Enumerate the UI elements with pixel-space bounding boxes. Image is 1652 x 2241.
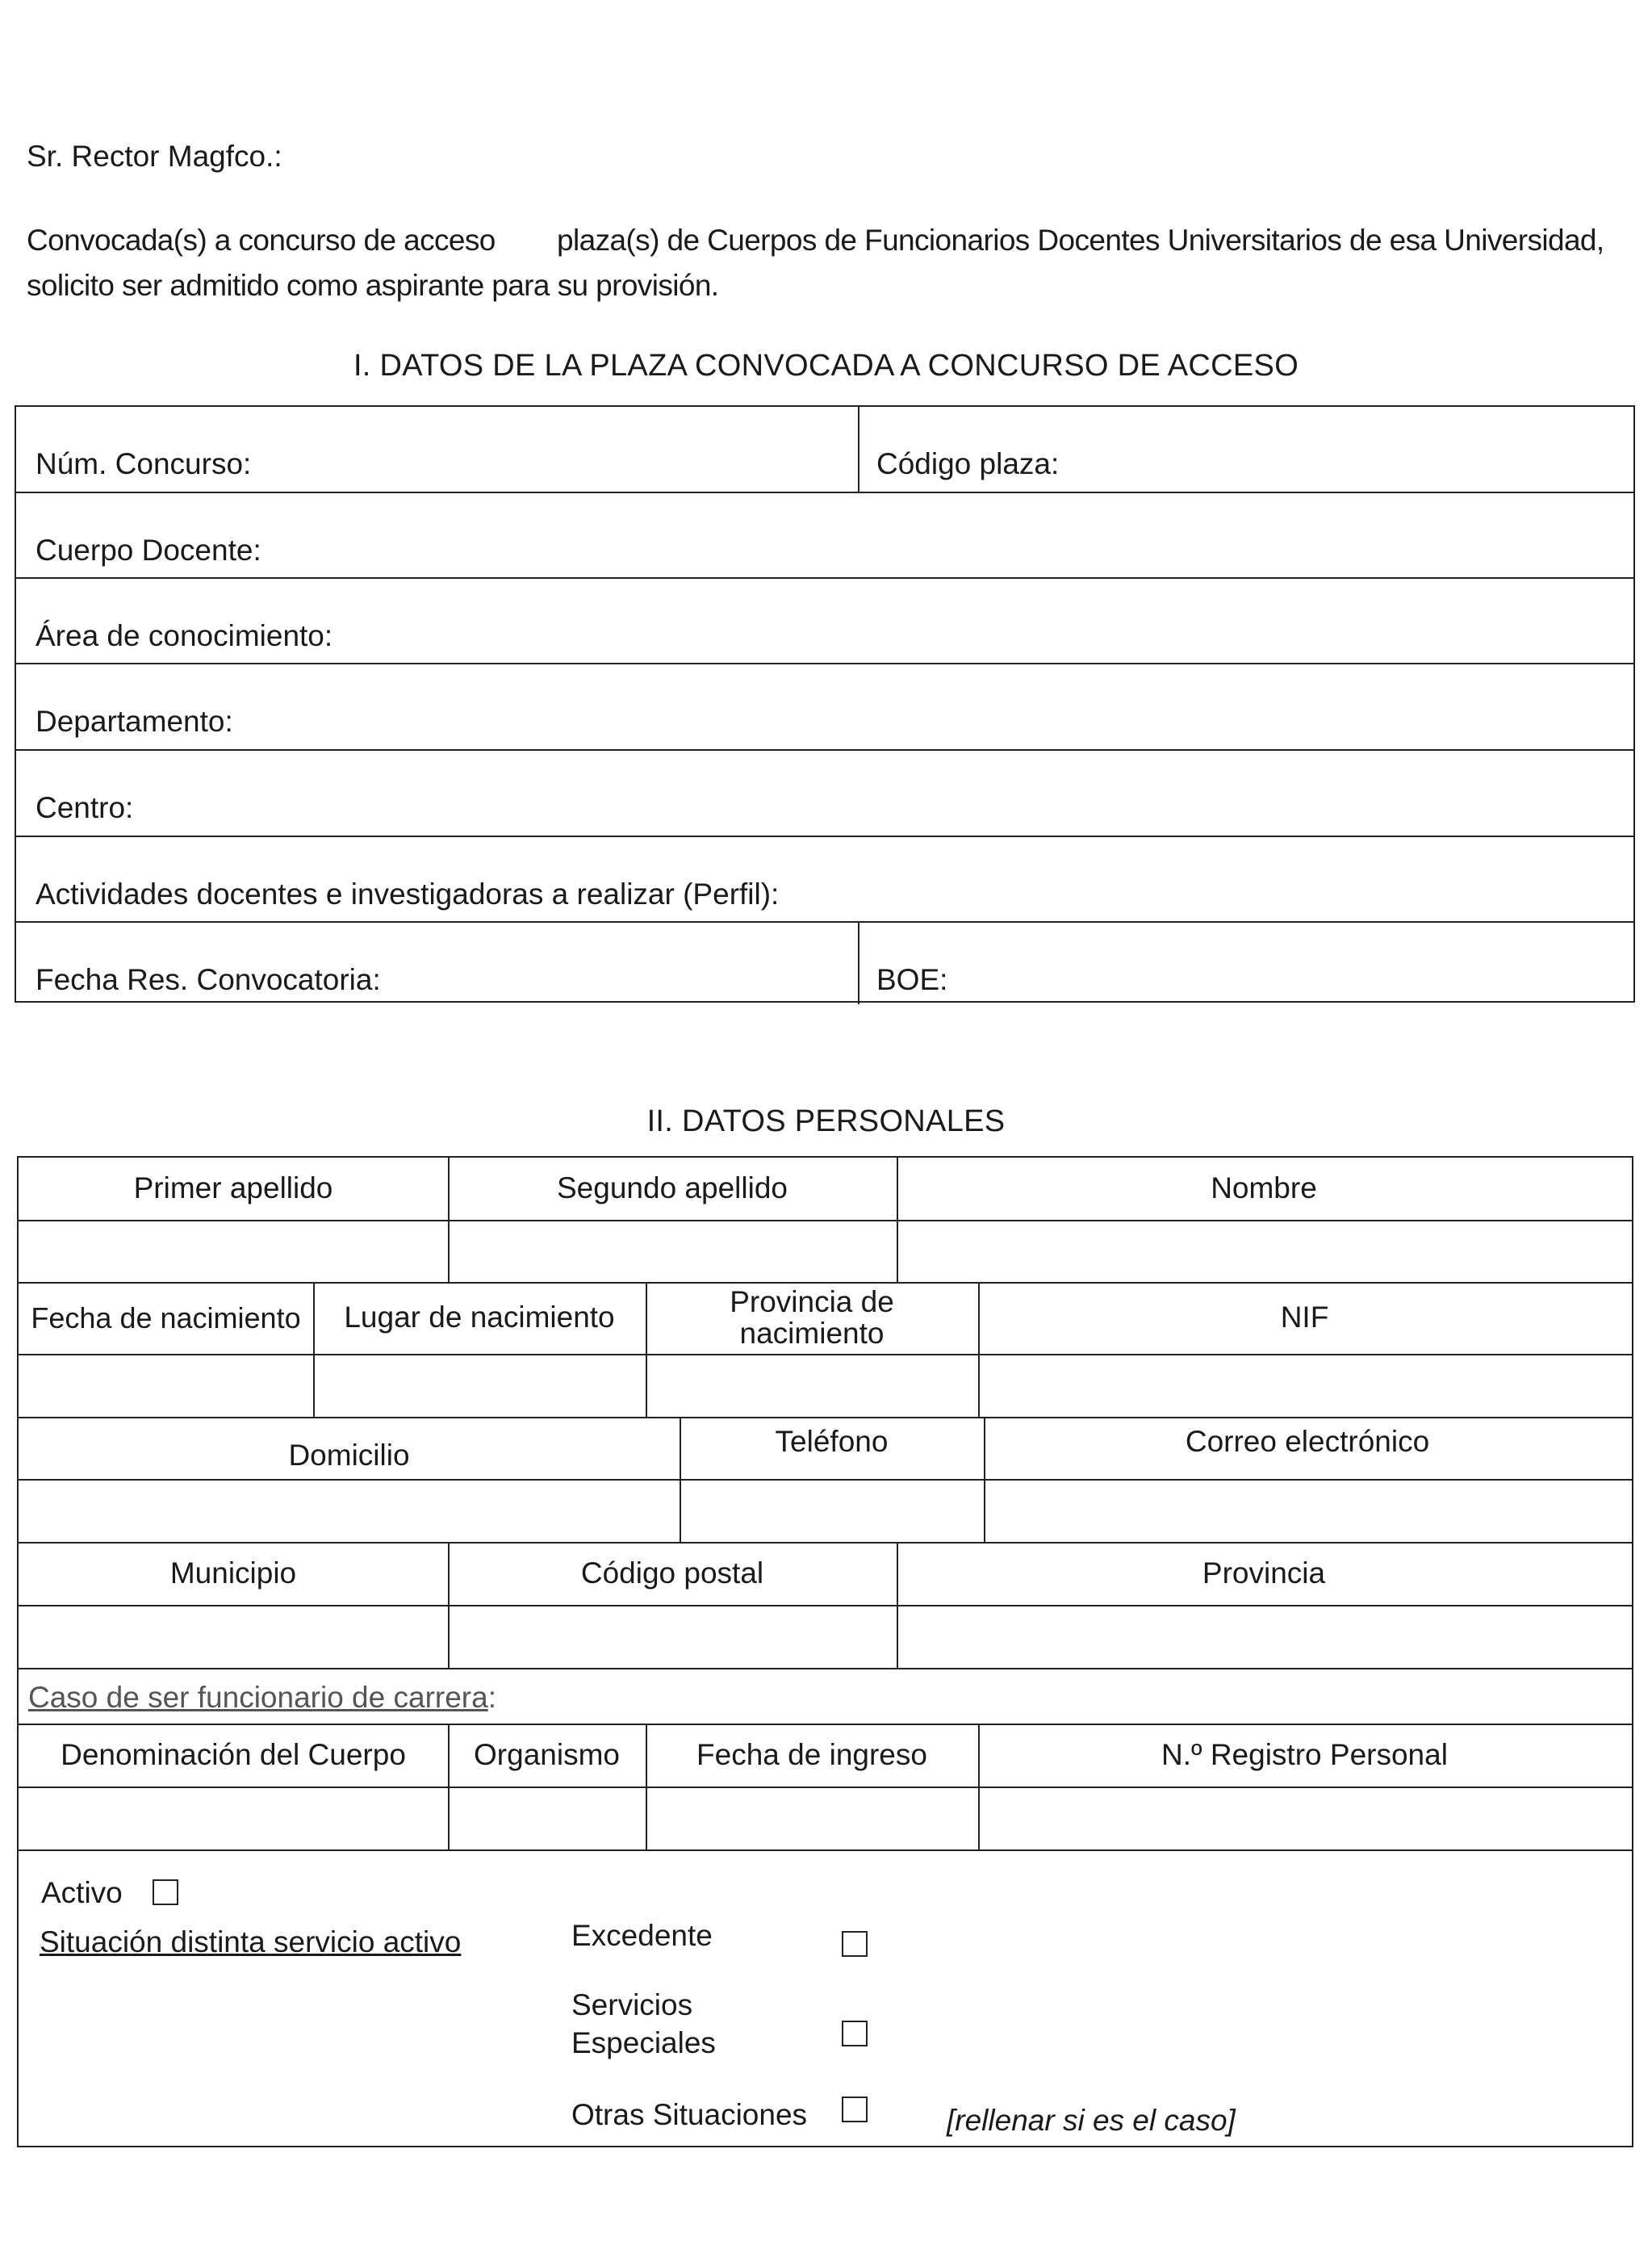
provincia-nacimiento-line2: nacimiento: [739, 1316, 885, 1350]
primer-apellido-header: Primer apellido: [133, 1171, 333, 1205]
row-area: [16, 577, 1633, 663]
registro-personal-field[interactable]: [978, 1787, 1631, 1849]
departamento-label: Departamento:: [36, 705, 233, 738]
domicilio-field[interactable]: [19, 1479, 680, 1542]
codigo-postal-header: Código postal: [580, 1556, 764, 1590]
row-fecha-res: [16, 921, 1633, 1004]
plaza-table: [15, 405, 1635, 1003]
row-centro: [16, 749, 1633, 836]
domicilio-header: Domicilio: [288, 1439, 410, 1472]
cuerpo-docente-label: Cuerpo Docente:: [36, 534, 261, 567]
row-departamento: [16, 663, 1633, 749]
municipio-header: Municipio: [169, 1556, 297, 1590]
caso-funcionario-label: [28, 1682, 496, 1712]
otras-situaciones-label: Otras Situaciones: [571, 2098, 808, 2131]
centro-label: Centro:: [36, 791, 134, 824]
divider: [858, 407, 859, 492]
telefono-field[interactable]: [680, 1479, 984, 1542]
activo-checkbox[interactable]: [153, 1879, 178, 1905]
segundo-apellido-field[interactable]: [448, 1220, 897, 1282]
codigo-plaza-label: Código plaza:: [876, 447, 1060, 480]
nombre-header: Nombre: [1211, 1171, 1317, 1205]
fecha-ingreso-field[interactable]: [646, 1787, 978, 1849]
caso-funcionario-link: Caso de ser funcionario de carrera: [28, 1681, 488, 1714]
otras-situaciones-checkbox[interactable]: [842, 2096, 868, 2122]
grid-line: [19, 1668, 1632, 1669]
denominacion-cuerpo-field[interactable]: [19, 1787, 448, 1849]
intro-line2: solicito ser admitido como aspirante para su provisión.: [27, 269, 719, 302]
situacion-distinta-label: Situación distinta servicio activo: [40, 1925, 462, 1958]
intro-part2: plaza(s) de Cuerpos de Funcionarios Docentes Universitarios de esa Universidad,: [557, 224, 1604, 257]
boe-label: BOE:: [876, 963, 948, 996]
grid-line: [19, 1849, 1632, 1851]
divider: [858, 923, 859, 1004]
segundo-apellido-header: Segundo apellido: [557, 1171, 788, 1205]
provincia-nacimiento-header: [646, 1282, 978, 1354]
provincia-nacimiento-line1: Provincia de: [730, 1284, 894, 1318]
fecha-res-label: Fecha Res. Convocatoria:: [36, 963, 381, 996]
intro-part1: Convocada(s) a concurso de acceso: [27, 224, 496, 257]
actividades-label: Actividades docentes e investigadoras a realizar (Perfil):: [36, 878, 780, 911]
correo-field[interactable]: [984, 1479, 1631, 1542]
fecha-ingreso-header: Fecha de ingreso: [696, 1737, 927, 1771]
personal-data-grid: [17, 1156, 1633, 2147]
organismo-header: Organismo: [474, 1737, 620, 1771]
caso-colon: :: [487, 1681, 496, 1714]
row-cuerpo-docente: [16, 492, 1633, 577]
fecha-nacimiento-field[interactable]: [19, 1354, 313, 1417]
organismo-field[interactable]: [448, 1787, 646, 1849]
fecha-nacimiento-header: Fecha de nacimiento: [31, 1301, 301, 1334]
correo-header: Correo electrónico: [1185, 1425, 1430, 1459]
section2-title: II. DATOS PERSONALES: [646, 1104, 1006, 1138]
telefono-header: Teléfono: [775, 1425, 889, 1459]
nif-header: NIF: [1280, 1301, 1329, 1334]
row-actividades: [16, 836, 1633, 921]
codigo-postal-field[interactable]: [448, 1605, 897, 1668]
num-concurso-label: Núm. Concurso:: [36, 447, 252, 480]
rellenar-note: [rellenar si es el caso]: [947, 2104, 1236, 2137]
excedente-label: Excedente: [571, 1919, 713, 1952]
servicios-line2: Especiales: [571, 2026, 716, 2059]
provincia-field[interactable]: [897, 1605, 1631, 1668]
row-num-concurso: [16, 407, 1633, 492]
denominacion-cuerpo-header: Denominación del Cuerpo: [61, 1737, 406, 1771]
excedente-checkbox[interactable]: [842, 1931, 868, 1957]
lugar-nacimiento-header: Lugar de nacimiento: [344, 1301, 615, 1334]
provincia-nacimiento-field[interactable]: [646, 1354, 978, 1417]
primer-apellido-field[interactable]: [19, 1220, 448, 1282]
registro-personal-header: N.º Registro Personal: [1161, 1737, 1448, 1771]
area-label: Área de conocimiento:: [36, 619, 333, 652]
section1-title: I. DATOS DE LA PLAZA CONVOCADA A CONCURSO DE ACCESO: [353, 349, 1299, 383]
nif-field[interactable]: [978, 1354, 1631, 1417]
provincia-header: Provincia: [1202, 1556, 1326, 1590]
lugar-nacimiento-field[interactable]: [313, 1354, 646, 1417]
municipio-field[interactable]: [19, 1605, 448, 1668]
salutation: Sr. Rector Magfco.:: [27, 140, 282, 173]
nombre-field[interactable]: [897, 1220, 1631, 1282]
servicios-line1: Servicios: [571, 1988, 693, 2021]
servicios-especiales-checkbox[interactable]: [842, 2021, 868, 2046]
activo-label: Activo: [41, 1876, 123, 1909]
